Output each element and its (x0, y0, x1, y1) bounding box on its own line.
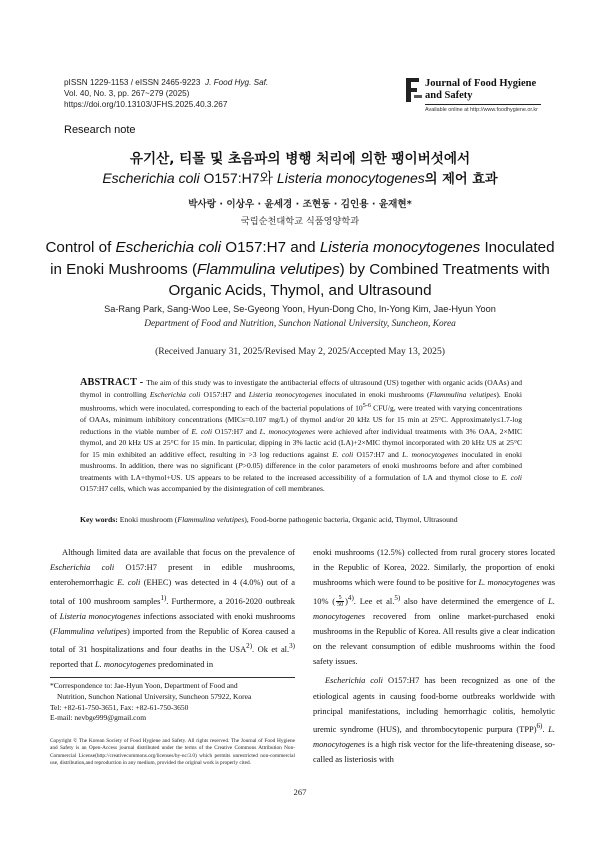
logo-url[interactable]: Available online at http://www.foodhygiene.or.kr (425, 107, 538, 113)
reference-link[interactable]: 5) (394, 593, 401, 602)
reference-link[interactable]: 2) (246, 642, 253, 651)
article-type: Research note (64, 124, 136, 136)
body-column-left (50, 545, 295, 672)
journal-abbrev: J. Food Hyg. Saf. (204, 78, 269, 87)
volume-line: Vol. 40, No. 3, pp. 267~279 (2025) (64, 89, 190, 98)
abstract (80, 377, 522, 495)
english-affiliation: Department of Food and Nutrition, Sunchon National University, Suncheon, Korea (144, 319, 456, 329)
reference-link[interactable]: 1) (160, 593, 167, 602)
reference-link[interactable]: 6) (536, 722, 543, 731)
reference-link[interactable]: 3) (289, 642, 295, 651)
reference-link[interactable]: 4) (347, 593, 354, 602)
footnote-divider (50, 677, 295, 678)
journal-meta (64, 77, 268, 110)
issn-line: pISSN 1229-1153 / eISSN 2465-9223 J. Food Hyg. Saf. (64, 78, 269, 87)
fraction: $\frac{5}{50}$ (337, 594, 344, 608)
copyright-notice: Copyright © The Korean Society of Food Hygiene and Safety. All rights reserved. The Journal of Food Hygiene and Safety is an Open-Access journal distributed under the terms of the Creative Commons Attribution Non-Commercial License(http://creativecommons.org/licenses/by-nc/3.0) which permits unrestricted non-commercial use, distribution,and reproduction in any medium, provided the original work is properly cited. (50, 738, 295, 766)
page-number: 267 (293, 787, 307, 797)
english-title (0, 237, 600, 302)
journal-logo (404, 75, 544, 115)
abstract-text: ABSTRACT - The aim of this study was to investigate the antibacterial effects of ultrasound (US) together with organic acids (OAAs) and thymol in controlling Escherichia coli O157:H7 and Listeria monocytogenes inoculated in enoki mushrooms (Flammulina velutipes). Enoki mushrooms, which were inoculated, corresponding to each of the bacterial populations of 10$^{5-6}$ CFU/g, were treated with varying concentrations of OAAs, minimum inhibitory concentrations (MICs=0.107 mg/L) of thymol and/or 20 kHz US for 15 min at 25°C. Approximately≤1.7-log reductions in the viable number of E. coli O157:H7 and L. monocytogenes were achieved after individual treatments with 3% OAA, 2×MIC thymol, and 20 kHz US at 25°C for 15 min. In particular, dipping in 3% lactic acid (LA)+2×MIC thymol incorporated with 20 kHz US at 25°C for 15 min exhibited an additive effect, resulting in >3 log reductions against E. coli O157:H7 and L. monocytogenes inoculated in enoki mushrooms. In addition, there was no significant (P>0.05) difference in the color parameters of enoki mushrooms before and after combined treatments with LA+thymol+US. US appears to be related to the increased accessibility of a formulation of LA and thymol close to E. coli O157:H7 cells, which was accompanied by the disintegration of cell membranes. (80, 377, 522, 494)
logo-title: Journal of Food Hygiene and Safety (425, 78, 537, 101)
body-column-right (313, 545, 555, 767)
logo-divider (425, 104, 541, 105)
journal-logo-icon (404, 75, 424, 105)
english-authors: Sa-Rang Park, Sang-Woo Lee, Se-Gyeong Yoon, Hyun-Dong Cho, In-Yong Kim, Jae-Hyun Yoon (104, 304, 496, 314)
doi-link[interactable]: https://doi.org/10.13103/JFHS.2025.40.3.267 (64, 100, 228, 109)
english-title-line1: Control of Escherichia coli O157:H7 and Listeria monocytogenes Inoculated (45, 239, 555, 256)
korean-title-line2: Escherichia coli O157:H7와 Listeria monocytogenes의 제어 효과 (102, 170, 498, 187)
english-title-line2: in Enoki Mushrooms (Flammulina velutipes) by Combined Treatments with (50, 260, 550, 278)
body-paragraph: enoki mushrooms (12.5%) collected from rural grocery stores located in the Republic of Korea, 2022. Similarly, the proportion of enoki mushrooms which were found to be positive for L. monocytogenes was 10% ( $\frac{5}{50}$ )$^{4)}$. Lee et al.$^{5)}$ also have determined the emergence of L. monocytogenes recovered from online market-purchased enoki mushrooms in the Republic of Korea. All results give a clear indication on the relevant consumption of edible mushrooms within the food safety issues. (313, 547, 555, 667)
korean-affiliation: 국립순천대학교 식품영양학과 (240, 216, 360, 227)
abstract-label: ABSTRACT - (80, 377, 147, 388)
korean-title-line1: 유기산, 티몰 및 초음파의 병행 처리에 의한 팽이버섯에서 (129, 151, 471, 167)
received-dates: (Received January 31, 2025/Revised May 2, 2025/Accepted May 13, 2025) (155, 346, 445, 357)
korean-authors: 박사랑 · 이상우 · 윤세경 · 조현동 · 김인용 · 윤재현* (188, 199, 412, 210)
email-link[interactable]: E-mail: nevbge999@gmail.com (50, 713, 147, 723)
correspondence-footnote: *Correspondence to: Jae-Hyun Yoon, Department of Food and Nutrition, Sunchon National University, Suncheon 57922, Korea Tel: +82-61-750-3651, Fax: +82-61-750-3650 E-mail: nevbge999@gmail.com (50, 681, 295, 724)
keywords-label: Key words: (80, 515, 120, 524)
keywords: Key words: Enoki mushroom (Flammulina velutipes), Food-borne pathogenic bacteria, Organic acid, Thymol, Ultrasound (80, 515, 458, 524)
body-paragraph: Although limited data are available that focus on the prevalence of Escherichia coli O157:H7 present in edible mushrooms, enterohemorrhagic E. coli (EHEC) was detected in 4 (4.0%) out of a total of 100 mushroom samples$^{1)}$. Furthermore, a 2016-2020 outbreak of Listeria monocytogenes infections associated with enoki mushrooms (Flammulina velutipes) imported from the Republic of Korea caused a total of 31 hospitalizations and four deaths in the USA$^{2)}$. Ok et al.$^{3)}$ reported that L. monocytogenes predominated in (50, 547, 296, 670)
english-title-line3: Organic Acids, Thymol, and Ultrasound (168, 282, 432, 299)
body-paragraph: Escherichia coli O157:H7 has been recognized as one of the etiological agents in causing food-borne outbreaks worldwide with principal manifestations, including hemorrhagic colitis, hemolytic uremic syndrome (HUS), and thrombocytopenic purpura (TPP)$^{6)}$. L. monocytogenes is a high risk vector for the life-threatening disease, so-called as listeriosis with (313, 675, 556, 765)
